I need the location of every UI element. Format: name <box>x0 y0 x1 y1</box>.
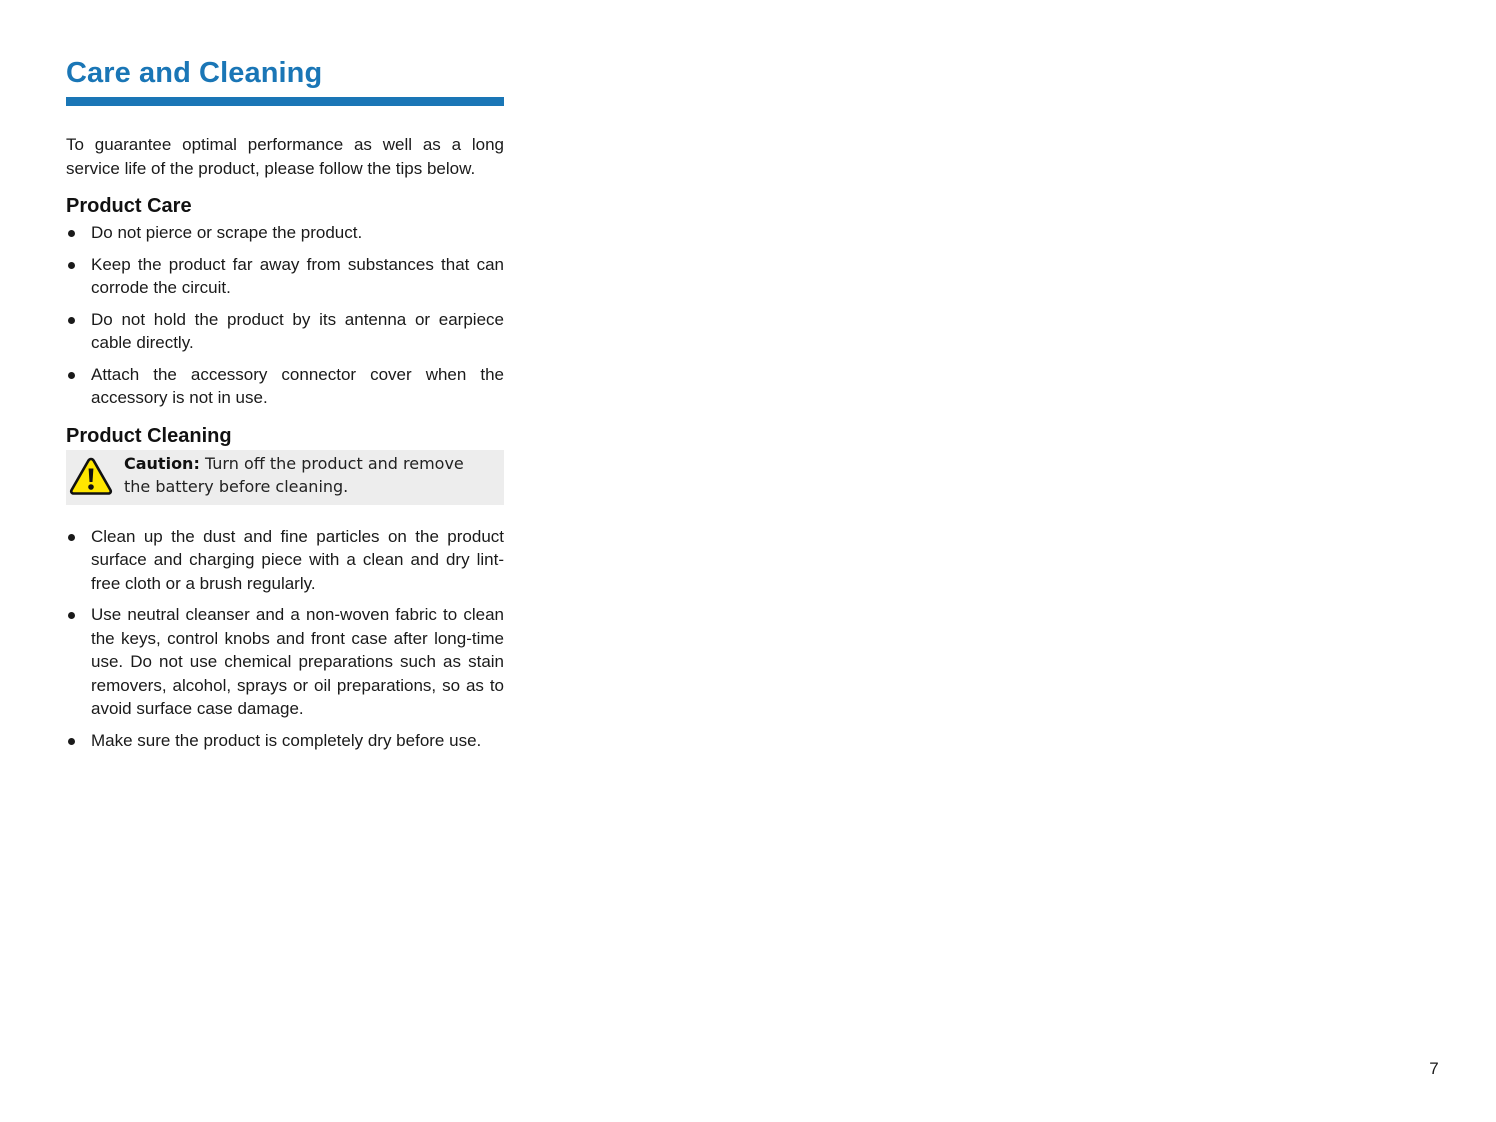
warning-triangle-icon <box>69 456 113 496</box>
caution-label: Caution: <box>124 453 200 473</box>
list-item-text: Attach the accessory connector cover when the accessory is not in use. <box>91 364 504 407</box>
caution-message: Turn off the product and remove the battery before cleaning. <box>124 453 464 496</box>
bullet-icon <box>68 372 75 379</box>
list-item-text: Do not pierce or scrape the product. <box>91 223 363 242</box>
list-item <box>66 308 504 355</box>
bullet-icon <box>68 738 75 745</box>
list-item <box>66 221 504 245</box>
list-item-text: Make sure the product is completely dry before use. <box>91 730 482 750</box>
product-care-heading: Product Care <box>66 195 192 217</box>
product-cleaning-list <box>66 525 504 753</box>
product-cleaning-heading: Product Cleaning <box>66 424 232 447</box>
page-number: 7 <box>1429 1059 1439 1078</box>
page-title: Care and Cleaning <box>66 57 323 89</box>
content-column <box>66 54 504 752</box>
bullet-icon <box>68 230 75 237</box>
list-item-text: Keep the product far away from substances that can corrode the circuit. <box>91 254 504 297</box>
list-item-text: Clean up the dust and fine particles on the product surface and charging piece with a clean and dry lint-free cloth or a brush regularly. <box>91 526 504 593</box>
list-item <box>66 525 504 596</box>
list-item-text: Use neutral cleanser and a non-woven fabric to clean the keys, control knobs and front case after long-time use. Do not use chemical preparations such as stain removers, alcohol, sprays or oil preparations, so as to avoid surface case damage. <box>91 605 504 718</box>
list-item <box>66 729 504 753</box>
caution-notice <box>66 450 504 505</box>
intro-paragraph: To guarantee optimal performance as well as a long service life of the product, please follow the tips below. <box>66 135 504 178</box>
list-item-text: Do not hold the product by its antenna or earpiece cable directly. <box>91 309 504 352</box>
bullet-icon <box>68 534 75 541</box>
bullet-icon <box>68 612 75 619</box>
list-item <box>66 253 504 300</box>
list-item <box>66 603 504 721</box>
product-care-list <box>66 221 504 410</box>
list-item <box>66 363 504 410</box>
caution-text <box>124 452 488 498</box>
bullet-icon <box>68 317 75 324</box>
bullet-icon <box>68 262 75 269</box>
title-underline <box>66 97 504 106</box>
